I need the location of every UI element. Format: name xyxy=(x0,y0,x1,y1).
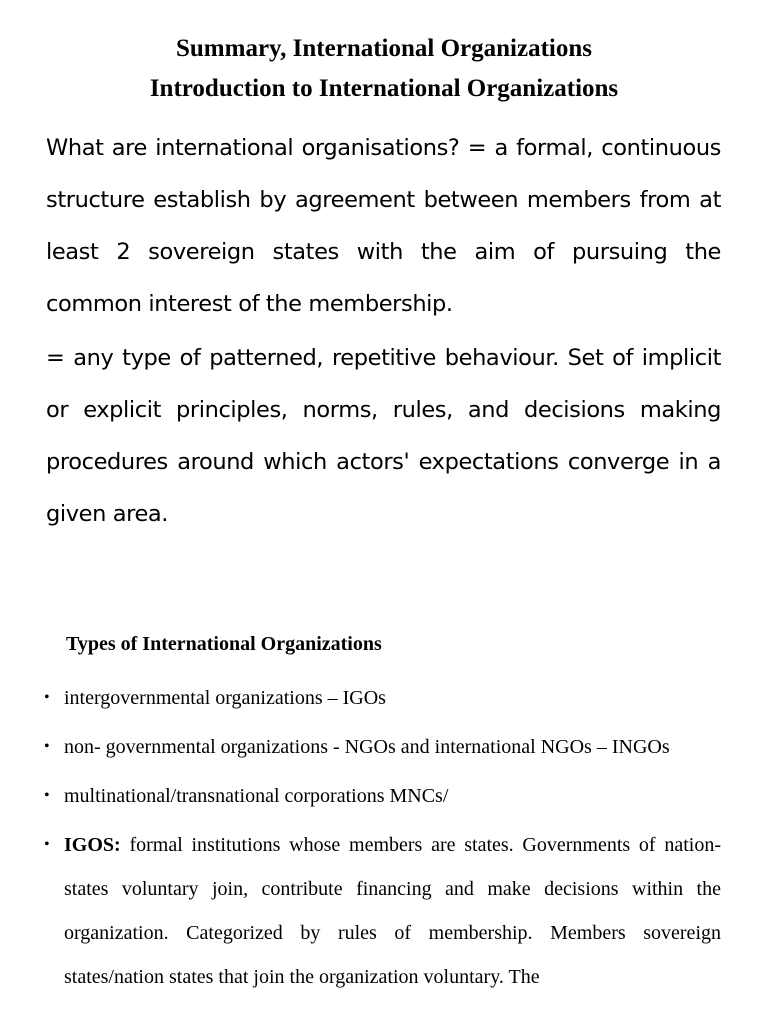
list-item-text: multinational/transnational corporations MNCs/ xyxy=(64,785,449,807)
list-item-lead: IGOS: xyxy=(64,834,121,856)
list-item xyxy=(0,676,721,720)
list-item-text: intergovernmental organizations – IGOs xyxy=(64,687,386,709)
document-subtitle: Introduction to International Organizations xyxy=(149,75,619,102)
types-list xyxy=(0,676,768,1004)
bullet-icon: • xyxy=(44,689,50,706)
intro-paragraph-definition: What are international organisations? = a formal, continuous structure establish by agreement between members from at least 2 sovereign states with the aim of pursuing the common interest of the membership. xyxy=(46,135,721,317)
types-heading: Types of International Organizations xyxy=(66,633,382,655)
bullet-icon: • xyxy=(44,738,50,755)
document-title: Summary, International Organizations xyxy=(176,35,592,62)
list-item-text: formal institutions whose members are states. Governments of nation-states voluntary join, contribute financing and make decisions within the organization. Categorized by rules of membership. Members sovereign states/nation states that join the organization voluntary. The xyxy=(64,834,721,988)
bullet-icon: • xyxy=(44,787,50,804)
list-item-text: non- governmental organizations - NGOs and international NGOs – INGOs xyxy=(64,736,670,758)
bullet-icon: • xyxy=(44,836,50,853)
list-item xyxy=(0,823,721,999)
intro-paragraph-regime: = any type of patterned, repetitive behaviour. Set of implicit or explicit principles, norms, rules, and decisions making procedures around which actors' expectations converge in a given area. xyxy=(46,345,721,527)
list-item xyxy=(0,774,721,818)
list-item xyxy=(0,725,721,769)
